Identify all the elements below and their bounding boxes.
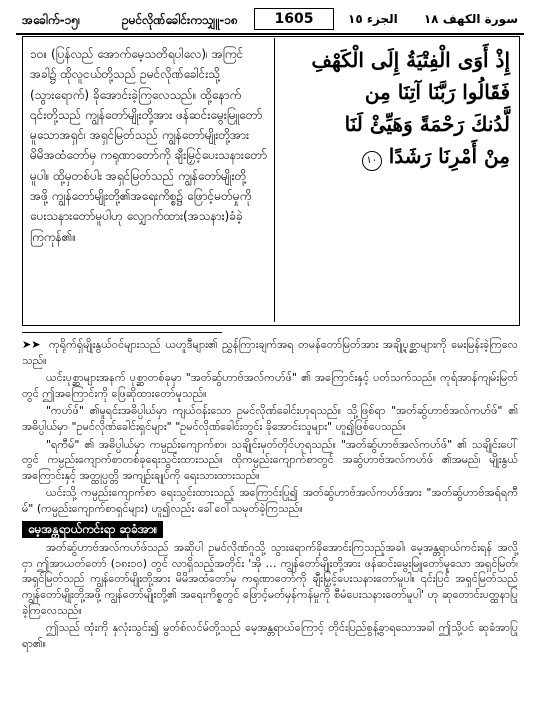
header-rule — [16, 33, 524, 35]
note-paragraph — [22, 337, 518, 368]
ayah-number-marker: ١٠ — [362, 151, 382, 171]
translation-line: ပေးသနားတော်မူပါဟု လျှောက်ထား(အသနား)ခံခဲ့ — [30, 209, 243, 224]
footnote-rule — [22, 332, 222, 333]
arabic-verse — [282, 44, 510, 172]
translation-line: အခါ၌ ထိုလူငယ်တို့သည် ဥမင်လိုဏ်ခေါင်းသို့ — [30, 67, 220, 82]
arabic-line: لَّدُنكَ رَحْمَةً وَهَيِّئْ لَنَا — [344, 112, 510, 136]
note-paragraph: ယင်းပုစ္ဆာများအနက် ပုစ္ဆာတစ်ခုမှာ "အတ်ဆွ်ဟာဗ်အလ်ကဟ်ဖ်" ၏ အကြောင်းနှင့် ပတ်သက်သည်။ ကုရ်အာန်ကျမ်းမြတ်တွင် ဤအကြောင်းကို ဖြေဆိုထားတော်မူသည်။ — [22, 371, 518, 400]
arrow-icon: ➤➤ — [22, 338, 41, 351]
commentary — [22, 332, 518, 653]
header-chapter-count: အခေါက်-၁၅၊ — [22, 13, 81, 27]
arabic-line: إِذْ أَوَى الْفِتْيَةُ إِلَى الْكَهْفِ — [311, 48, 510, 72]
section-body — [22, 540, 518, 651]
translation-line: ၁၀။ (ပြန်လည် အောက်မေ့သတိရပါလေ)၊ အကြင် — [30, 47, 244, 61]
translation-line: မူပါ။ ထို့မှတစ်ပါး အရှင်မြတ်သည် ကျွန်တော်မျိုးတို့ — [30, 168, 247, 183]
arabic-line-text: مِنْ أَمْرِنَا رَشَدًا — [388, 144, 510, 168]
section-paragraph: ဤသည် ထုံးကို နှလုံးသွင်း၍ မွတ်စ်လင်မ်တို့သည် မေ့အန္တရာယ်ကြောင့် တိုင်းပြည်စွန့်ခွာရသောအခါ ဤသို့ပင် ဆုခံအာပြုရာ၏။ — [22, 621, 518, 650]
column-divider — [274, 38, 275, 322]
section-paragraph: အတ်ဆွ်ဟာဗ်အလ်ကဟ်ဖ်သည် အဆိုပါ ဥမင်လိုဏ်ဂူသို့ သွားရောက်ခိုအောင်းကြသည့်အခါ၊ မေ့အန္တရာယ်ကင်းရန် အလို့ငှာ ဤအာယတ်တော် (၁၈း၁၀) တွင် လာရှိသည့်အတိုင်း 'အို … ကျွန်တော်မျိုးတို့အား ဖန်ဆင်းမွေးမြူတော်မူသော အရှင်မြတ်၊ အရှင်မြတ်သည် ကျွန်တော်မျိုးတို့အား မိမိအထံတော်မှ ကရုဏာတော်ကို ချီးမြှင့်ပေးသနားတော်မူပါ။ ၎င်းပြင် အရှင်မြတ်သည် ကျွန်တော်မျိုးတို့အဖို့ ကျွန်တော်မျိုးတို့၏ အရေးကိစ္စတွင် ဖြောင့်မတ်မှန်ကန်မှုကို စီမံပေးသနားတော်မူပါ' ဟု ဆုတောင်းပတ္ထနာပြုခဲ့ကြလေသည်။ — [22, 541, 518, 617]
page-number: 1605 — [254, 8, 334, 30]
arabic-line: فَقَالُوا رَبَّنَا آتِنَا مِن — [364, 80, 510, 104]
translation-line: မူသောအရှင်၊ အရှင်မြတ်သည် ကျွန်တော်မျိုးတို့အား — [30, 128, 250, 143]
translation-line: အဖို့ ကျွန်တော်မျိုးတို့၏အရေးကိစ္စ၌ ဖြောင့်မတ်မှုကို — [30, 189, 252, 204]
arabic-line — [282, 140, 510, 172]
note-paragraph: ယင်းသို့ ကမ္ပည်းကျောက်စာ ရေးသွင်းထားသည့် အကြောင်းပြု၍ အတ်ဆွ်ဟာဗ်အလ်ကဟ်ဖ်အား "အတ်ဆွ်ဟာဗ်အရ်ရကီမ်" (ကမ္ပည်းကျောက်စာရှင်များ) ဟူ၍လည်း ခေါ်ဝေါ်သမုတ်ခဲ့ကြသည်။ — [22, 486, 518, 515]
page-header — [22, 6, 518, 32]
note-text: ကုရိုက်ရှ်မျိုးနွယ်ဝင်များသည် ယဟူဒီများ၏ ညွှန်ကြားချက်အရ တမန်တော်မြတ်အား အချို့ပုစ္ဆာများကို မေးမြန်းခဲ့ကြလေသည်။ — [22, 338, 518, 367]
translation-line: ကြကုန်၏။ — [30, 229, 77, 244]
note-paragraph: "ရကီမ်" ၏ အဓိပ္ပါယ်မှာ ကမ္ပည်းကျောက်စာ၊ သချိုင်းမှတ်တိုင်ဟုရသည်။ "အတ်ဆွ်ဟာဗ်အလ်ကဟ်ဖ်" ၏ သချိုင်းပေါ်တွင် ကမ္ပည်းကျောက်စာတစ်ခုရေးသွင်းထားသည်။ ထိုကမ္ပည်းကျောက်စာတွင် အဆွ်ဟာဗ်အလ်ကဟ်ဖ် ၏အမည်၊ မျိုးနွယ်အကြောင်းနှင့် အတ္ထုပ္ပတ္တိ အကျဉ်းချုပ်ကို ရေးသားထားသည်။ — [22, 437, 518, 482]
note-paragraph: "ကဟ်ဖ်" ၏မူရင်းအဓိပ္ပါယ်မှာ ကျယ်ဝန်းသော ဥမင်လိုဏ်ခေါင်းဟုရသည်။ သို့ဖြစ်ရာ "အတ်ဆွ်ဟာဗ်အလ်ကဟ်ဖ်" ၏ အဓိပ္ပါယ်မှာ "ဥမင်လိုဏ်ခေါင်းရှင်များ" "ဥမင်လိုဏ်ခေါင်းတွင်း ခိုအောင်းသူများ" ဟူ၍ဖြစ်ပေသည်။ — [22, 404, 518, 433]
section-heading: မေ့အန္တရာယ်ကင်းရာ ဆုခံအာ။ — [22, 521, 163, 539]
header-juz: الجزء ١٥ — [348, 12, 398, 26]
translation-line: မိမိအထံတော်မှ ကရုဏာတော်ကို ချီးမြှင့်ပေးသနားတော် — [30, 148, 268, 163]
translation-line: (သွားရောက်) ခိုအောင်းခဲ့ကြလေသည်။ ထို့နောက် — [30, 87, 242, 102]
header-surah-arabic: سورة الكهف ١٨ — [423, 12, 518, 26]
header-surah-burmese: ဥမင်လိုဏ်ခေါင်းကသျှူ-၁၈ — [122, 13, 238, 27]
translation-line: ၎င်းတို့သည် ကျွန်တော်မျိုးတို့အား ဖန်ဆင်းမွေးမြူတော် — [30, 107, 263, 122]
burmese-translation — [30, 44, 270, 247]
